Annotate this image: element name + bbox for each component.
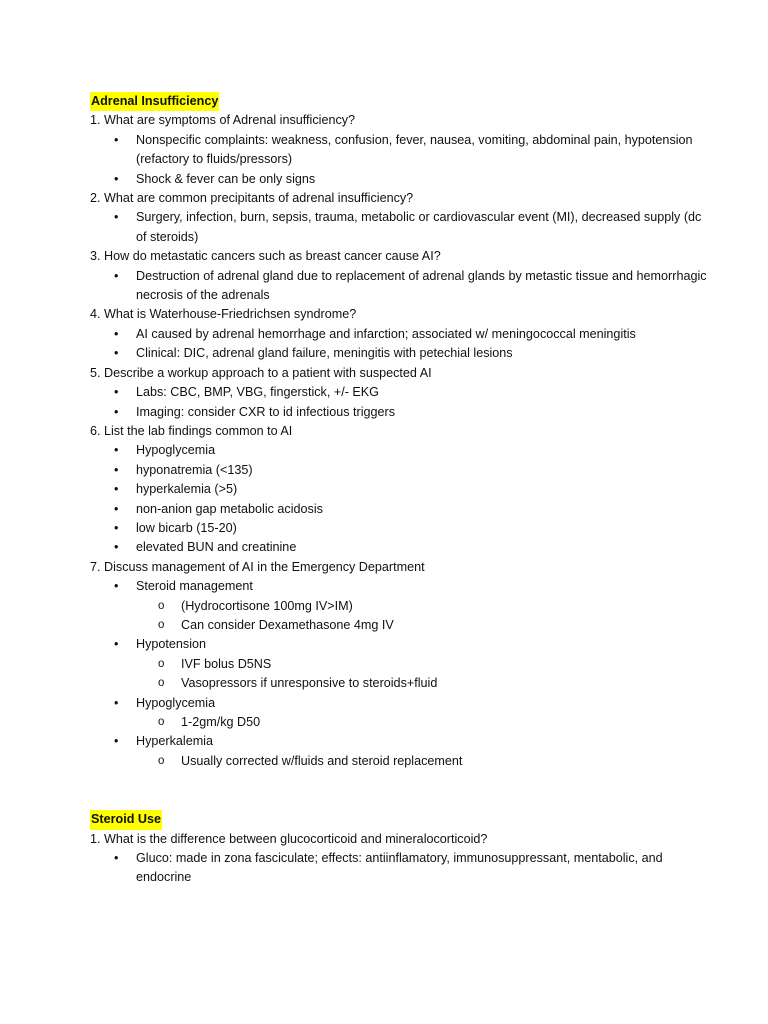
section-heading: Steroid Use bbox=[90, 810, 162, 829]
bullet-item bbox=[90, 577, 710, 635]
bullet-text: Hyperkalemia bbox=[136, 734, 213, 749]
bullet-item bbox=[90, 694, 710, 733]
bullet-item bbox=[90, 500, 710, 519]
bullet-text: low bicarb (15-20) bbox=[136, 520, 237, 535]
sub-bullet-item: o Vasopressors if unresponsive to steroids+fluid bbox=[136, 674, 710, 693]
bullet-text: Clinical: DIC, adrenal gland failure, meningitis with petechial lesions bbox=[136, 346, 513, 361]
bullet-text: Imaging: consider CXR to id infectious triggers bbox=[136, 404, 395, 419]
section bbox=[90, 810, 710, 888]
bullet-item bbox=[90, 538, 710, 557]
bullet-text: AI caused by adrenal hemorrhage and infarction; associated w/ meningococcal meningitis bbox=[136, 326, 636, 341]
bullet-text: non-anion gap metabolic acidosis bbox=[136, 501, 323, 516]
sub-bullet-item: o Usually corrected w/fluids and steroid replacement bbox=[136, 752, 710, 771]
section-heading: Adrenal Insufficiency bbox=[90, 92, 219, 111]
sub-bullet-list bbox=[136, 655, 710, 694]
bullet-item bbox=[90, 170, 710, 189]
bullet-text: Hypoglycemia bbox=[136, 443, 216, 458]
bullet-text: Labs: CBC, BMP, VBG, fingerstick, +/- EKG bbox=[136, 385, 379, 400]
bullet-text: elevated BUN and creatinine bbox=[136, 540, 297, 555]
bullet-text: Surgery, infection, burn, sepsis, trauma, metabolic or cardiovascular event (MI), decreased supply (dc of steroids) bbox=[136, 210, 702, 244]
bullet-item bbox=[90, 519, 710, 538]
sub-bullet-list bbox=[136, 597, 710, 636]
bullet-item bbox=[90, 344, 710, 363]
question: 6. List the lab findings common to AI bbox=[90, 423, 293, 438]
bullet-item bbox=[90, 325, 710, 344]
question: 4. What is Waterhouse-Friedrichsen syndrome? bbox=[90, 307, 357, 322]
question: 7. Discuss management of AI in the Emergency Department bbox=[90, 559, 425, 574]
bullet-list bbox=[90, 441, 710, 557]
bullet-list bbox=[90, 267, 710, 306]
section bbox=[90, 92, 710, 771]
section-heading-line bbox=[90, 92, 710, 111]
bullet-list bbox=[90, 325, 710, 364]
sub-bullet-item: o Can consider Dexamethasone 4mg IV bbox=[136, 616, 710, 635]
bullet-list bbox=[90, 577, 710, 771]
bullet-item bbox=[90, 131, 710, 170]
bullet-item bbox=[90, 480, 710, 499]
question: 1. What are symptoms of Adrenal insufficiency? bbox=[90, 113, 356, 128]
bullet-text: hyponatremia (<135) bbox=[136, 462, 253, 477]
sub-bullet-list bbox=[136, 713, 710, 732]
bullet-text: Hypotension bbox=[136, 637, 207, 652]
bullet-text: Destruction of adrenal gland due to replacement of adrenal glands by metastic tissue and hemorrhagic necrosis of the adrenals bbox=[136, 268, 707, 303]
bullet-text: Hypoglycemia bbox=[136, 695, 216, 710]
question: 5. Describe a workup approach to a patient with suspected AI bbox=[90, 365, 432, 380]
bullet-list bbox=[90, 131, 710, 189]
bullet-text: Shock & fever can be only signs bbox=[136, 171, 316, 186]
bullet-item bbox=[90, 732, 710, 771]
bullet-text: hyperkalemia (>5) bbox=[136, 482, 238, 497]
sub-bullet-item: o 1-2gm/kg D50 bbox=[136, 713, 710, 732]
question: 2. What are common precipitants of adrenal insufficiency? bbox=[90, 191, 414, 206]
bullet-item bbox=[90, 208, 710, 247]
sub-bullet-item: o IVF bolus D5NS bbox=[136, 655, 710, 674]
bullet-text: Nonspecific complaints: weakness, confusion, fever, nausea, vomiting, abdominal pain, hypotension (refactory to fluids/pressors) bbox=[136, 132, 693, 167]
section-heading-line bbox=[90, 810, 710, 829]
sub-bullet-list bbox=[136, 752, 710, 771]
bullet-text: Gluco: made in zona fasciculate; effects: antiinflamatory, immunosuppressant, mentabolic, and endocrine bbox=[136, 851, 663, 885]
document-page bbox=[90, 92, 710, 888]
bullet-item bbox=[90, 635, 710, 693]
bullet-item bbox=[90, 267, 710, 306]
bullet-item bbox=[90, 403, 710, 422]
bullet-item bbox=[90, 383, 710, 402]
bullet-item bbox=[90, 441, 710, 460]
bullet-item bbox=[90, 849, 710, 888]
bullet-list bbox=[90, 208, 710, 247]
bullet-text: Steroid management bbox=[136, 579, 253, 594]
question: 3. How do metastatic cancers such as breast cancer cause AI? bbox=[90, 249, 441, 264]
sub-bullet-item: o (Hydrocortisone 100mg IV>IM) bbox=[136, 597, 710, 616]
bullet-item bbox=[90, 461, 710, 480]
question: 1. What is the difference between glucocorticoid and mineralocorticoid? bbox=[90, 831, 488, 846]
bullet-list bbox=[90, 849, 710, 888]
bullet-list bbox=[90, 383, 710, 422]
